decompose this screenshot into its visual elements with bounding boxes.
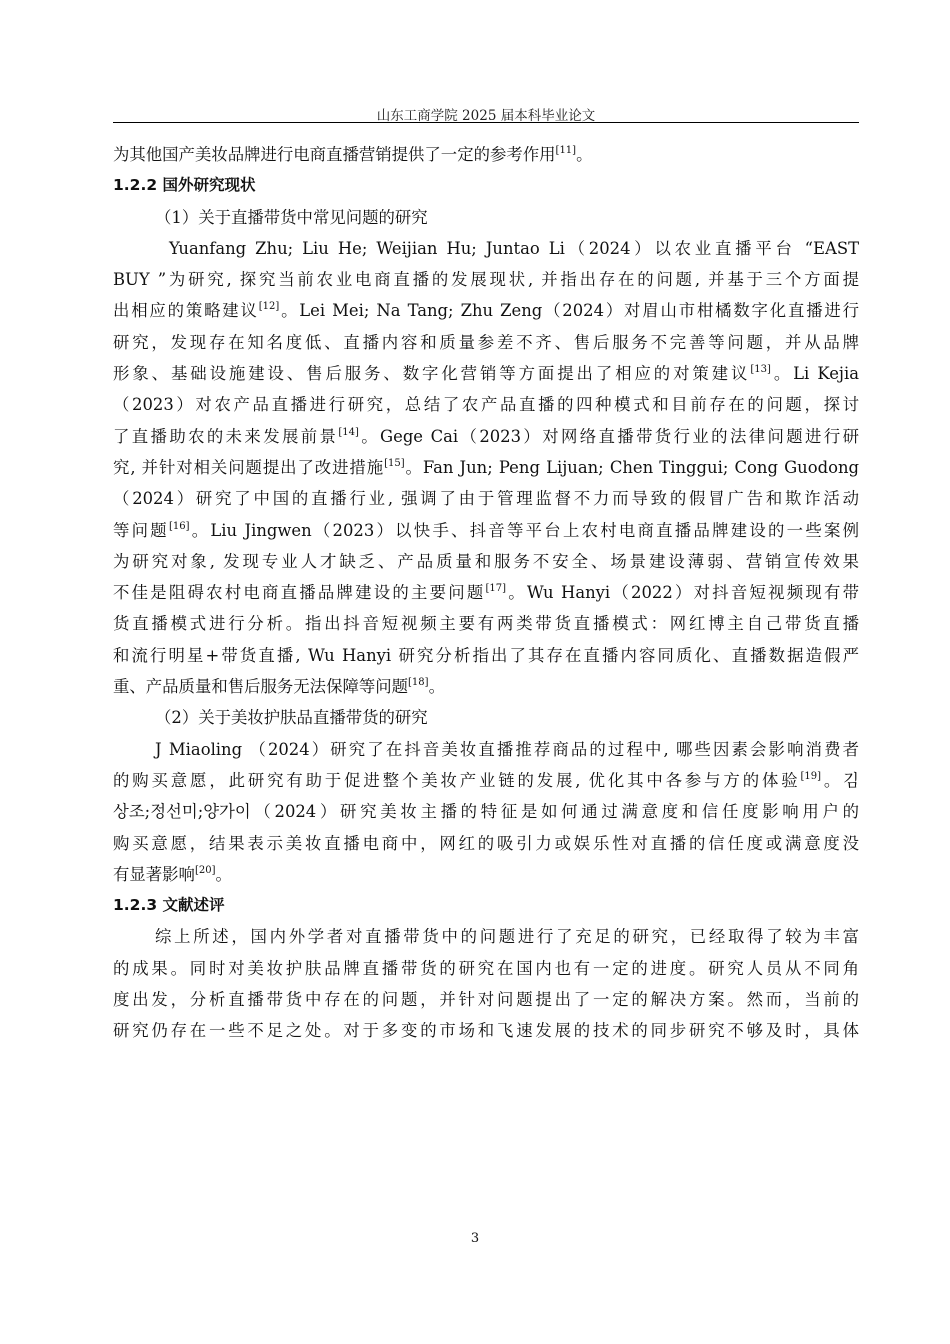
citation-ref: [14] (338, 426, 359, 438)
citation-ref: [16] (168, 520, 190, 532)
text-line: 为研究对象, 发现专业人才缺乏、产品质量和服务不安全、场景建设薄弱、营销宣传效果 (113, 551, 859, 571)
text-line: 货直播模式进行分析。指出抖音短视频主要有两类带货直播模式：网红博主自己带货直播 (113, 614, 859, 634)
text-line: 的购买意愿，此研究有助于促进整个美妆产业链的发展, 优化其中各参与方的体验[19]。김 (113, 770, 859, 790)
text-line: （2023）对农产品直播进行研究，总结了农产品直播的四种模式和目前存在的问题，探讨 (113, 395, 859, 415)
text-line: 的成果。同时对美妆护肤品牌直播带货的研究在国内也有一定的进度。研究人员从不同角 (113, 958, 859, 978)
citation-ref: [12] (258, 301, 280, 313)
page-body (113, 139, 859, 1047)
text-line: 形象、基础设施建设、售后服务、数字化营销等方面提出了相应的对策建议[13]。Li Kejia (113, 364, 859, 384)
running-header: 山东工商学院 2025 届本科毕业论文 (376, 108, 596, 124)
text-line: 出相应的策略建议[12]。Lei Mei; Na Tang; Zhu Zeng（2024）对眉山市柑橘数字化直播进行 (113, 301, 859, 321)
text-line: 综上所述，国内外学者对直播带货中的问题进行了充足的研究，已经取得了较为丰富 (155, 927, 859, 947)
subsection-heading: （1）关于直播带货中常见问题的研究 (155, 207, 428, 227)
text-line: 和流行明星+带货直播, Wu Hanyi 研究分析指出了其存在直播内容同质化、直播数据造假严 (113, 645, 859, 665)
citation-ref: [11] (555, 145, 577, 156)
citation-ref: [17] (485, 583, 507, 595)
citation-ref: [18] (408, 677, 429, 689)
citation-ref: [13] (750, 364, 771, 376)
text-line: 研究，发现存在知名度低、直播内容和质量参差不齐、售后服务不完善等问题，并从品牌 (113, 332, 859, 352)
text-line: 购买意愿，结果表示美妆直播电商中，网红的吸引力或娱乐性对直播的信任度或满意度没 (113, 833, 859, 853)
subsection-heading: （2）关于美妆护肤品直播带货的研究 (155, 708, 428, 728)
page-number: 3 (470, 1231, 480, 1246)
citation-ref: [15] (384, 457, 405, 469)
text-line: Yuanfang Zhu; Liu He; Weijian Hu; Juntao Li（2024）以农业直播平台 “EAST (169, 238, 859, 258)
text-line: 等问题[16]。Liu Jingwen（2023）以快手、抖音等平台上农村电商直播品牌建设的一些案例 (113, 520, 859, 540)
citation-ref: [20] (194, 864, 216, 876)
header-rule (113, 122, 859, 123)
text-line: BUY ”为研究, 探究当前农业电商直播的发展现状, 并指出存在的问题, 并基于三个方面提 (113, 270, 859, 290)
text-line: 了直播助农的未来发展前景[14]。Gege Cai（2023）对网络直播带货行业的法律问题进行研 (113, 426, 859, 446)
text-line: J Miaoling （2024）研究了在抖音美妆直播推荐商品的过程中, 哪些因素会影响消费者 (155, 739, 859, 759)
section-heading-1-2-2: 1.2.2 国外研究现状 (113, 176, 256, 195)
citation-ref: [19] (800, 770, 822, 782)
text-line: 重、产品质量和售后服务无法保障等问题[18]。 (113, 677, 445, 697)
text-line: 为其他国产美妆品牌进行电商直播营销提供了一定的参考作用[11]。 (113, 145, 593, 164)
text-line: 有显著影响[20]。 (113, 864, 232, 884)
text-line: 不佳是阻碍农村电商直播品牌建设的主要问题[17]。Wu Hanyi（2022）对抖音短视频现有带 (113, 583, 859, 603)
text-line: 度出发，分析直播带货中存在的问题，并针对问题提出了一定的解决方案。然而，当前的 (113, 990, 859, 1010)
text-line: 究, 并针对相关问题提出了改进措施[15]。Fan Jun; Peng Lijuan; Chen Tinggui; Cong Guodong (113, 457, 859, 477)
section-heading-1-2-3: 1.2.3 文献述评 (113, 896, 225, 915)
text-line: 상조;정선미;양가이（2024）研究美妆主播的特征是如何通过满意度和信任度影响用户的 (113, 802, 859, 822)
text-line: （2024）研究了中国的直播行业, 强调了由于管理监督不力而导致的假冒广告和欺诈活动 (113, 489, 859, 509)
text-line: 研究仍存在一些不足之处。对于多变的市场和飞速发展的技术的同步研究不够及时，具体 (113, 1021, 859, 1041)
